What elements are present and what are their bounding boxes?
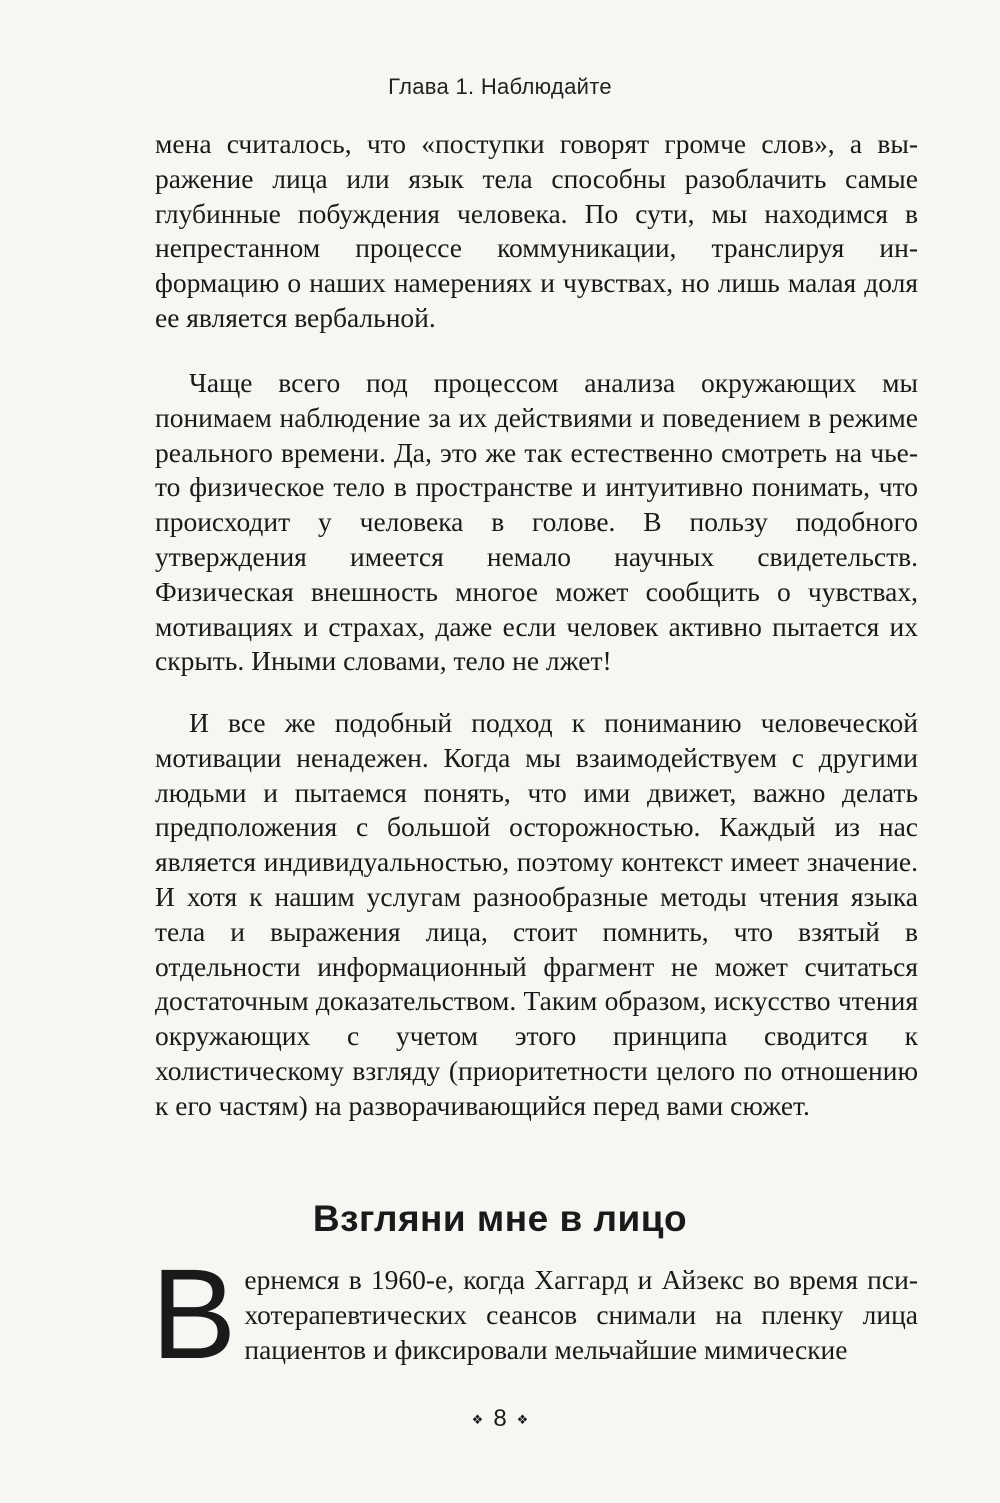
paragraph-2 [155, 366, 918, 679]
paragraph-3-text: И все же подобный подход к пониманию человеческой мотивации ненадежен. Когда мы взаимодействуем с другими людьми и пытаемся понять, что ими движет, важно делать предположения с большой осторожностью. Каждый из нас является индивидуальностью, поэтому контекст имеет значение. И хотя к нашим услугам разнообразные методы чтения языка тела и выражения лица, стоит помнить, что взятый в отдельности информационный фрагмент не может считаться достаточным доказательством. Таким образом, искусство чтения окружающих с учетом этого принципа сводится к холистическому взгляду (приоритетности целого по отношению к его частям) на разворачивающийся перед вами сюжет. [155, 707, 918, 1121]
running-head: Глава 1. Наблюдайте [388, 74, 612, 99]
ornament-right-icon: ❖ [516, 1411, 529, 1427]
paragraph-2-text: Чаще всего под процессом анализа окружающих мы понимаем наблюдение за их действиями и поведением в режиме реального времени. Да, это же так естественно смотреть на чье-то физическое тело в пространстве и интуитивно понимать, что происходит у человека в голове. В пользу подобного утверждения имеется немало научных свидетельств. Физическая внешность многое может сообщить о чувствах, мотивациях и страхах, даже если человек активно пытается их скрыть. Иными словами, тело не лжет! [155, 367, 918, 677]
section-first-paragraph-text: ернемся в 1960-е, когда Хаггард и Айзекс во время психотерапевтических сеансов снимали на пленку лица пациентов и фиксировали мельчайшие мимические [244, 1264, 918, 1365]
page-footer [0, 1405, 1000, 1433]
page-number: 8 [493, 1405, 507, 1432]
section-heading: Взгляни мне в лицо [312, 1198, 688, 1239]
drop-cap: В [151, 1243, 237, 1386]
paragraph-3 [155, 706, 918, 1124]
paragraph-1 [155, 127, 918, 336]
section-first-paragraph [151, 1243, 918, 1386]
ornament-left-icon: ❖ [471, 1411, 484, 1427]
paragraph-1-text: мена считалось, что «поступки говорят громче слов», а выражение лица или язык тела способны разоблачить самые глубинные побуждения человека. По сути, мы находимся в непрестанном процессе коммуникации, транслируя информацию о наших намерениях и чувствах, но лишь малая доля ее является вербальной. [155, 128, 918, 333]
